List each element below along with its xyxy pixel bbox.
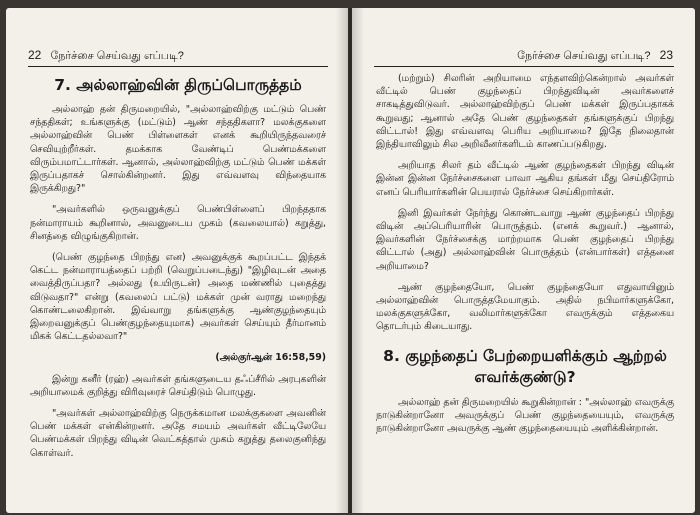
quran-reference: (அல்குர்ஆன் 16:58,59): [215, 352, 326, 364]
section-heading-7: 7. அல்லாஹ்வின் திருப்பொருத்தம்: [54, 76, 302, 94]
left-page-number: 22: [28, 48, 42, 62]
right-page-content: [376, 72, 674, 443]
left-header-rule: [28, 66, 328, 67]
right-paragraph-2: அறியாத சிலர் தம் வீட்டில் ஆண் குழந்தைகள் பிறந்து விடின் இன்ன இன்ன நேர்ச்சைகளை பாவா ஆகிய தங்கள் மீது செய்திரோம் எனப் பெரியார்களின் பெயரால் நேர்ச்சை செய்கிறார்கள்.: [376, 160, 674, 198]
left-paragraph-2: "அவர்களில் ஒருவனுக்குப் பெண்பிள்ளைப் பிறந்ததாக நன்மாராயம் கூறினால், அவனுடைய முகம் (கவலையால்) கறுத்து, சினத்தை விழுங்குகிறான்.: [30, 204, 326, 242]
right-running-title: நேர்ச்சை செய்வது எப்படி?: [517, 50, 651, 62]
left-running-title: நேர்ச்சை செய்வது எப்படி?: [50, 50, 184, 62]
right-page-number: 23: [659, 48, 673, 62]
left-page: [6, 8, 348, 513]
right-paragraph-5: அல்லாஹ் தன் திருமறையில் கூறுகின்றான் : "அல்லாஹ் எவருக்கு நாடுகின்றானோ அவருக்குப் பெண் குழந்தையையும், எவருக்கு நாடுகின்றானோ அவருக்கு ஆண் குழந்தையையும் அளிக்கின்றான்.: [376, 396, 674, 435]
section-heading-8: 8. குழந்தைப் பேற்றையளிக்கும் ஆற்றல் எவர்க்குண்டு?: [383, 346, 667, 386]
right-page-header: [517, 48, 673, 63]
right-header-rule: [374, 66, 674, 67]
left-paragraph-1: அல்லாஹ் தன் திருமறையில், "அல்லாஹ்விற்கு மட்டும் பெண் சந்ததிகள்; உங்களுக்கு (மட்டும்) ஆண் சந்ததிகளா? மலக்குகளை அல்லாஹ்வின் பெண் பிள்ளைகள் எனக் கூறியிருந்தவரைச் செவியுற்றீர்கள். தமக்காக வேண்டிப் பெண்மக்களை விரும்பமாட்டார்கள். ஆனால், அல்லாஹ்விற்கு மட்டும் பெண் மக்கள் இருப்பதாகச் சொல்கின்றனர். இது எவ்வளவு விந்தையாக இருக்கிறது?": [30, 104, 326, 195]
right-page: [352, 8, 695, 513]
left-paragraph-4: இன்று கனீர் (ரஹ்) அவர்கள் தங்களுடைய தஃப்சீரில் அரபுகளின் அறியாமைக் குறித்து விரிவுரைச் செய்திடும் பொழுது.: [30, 373, 326, 398]
left-page-header: [28, 48, 184, 63]
left-paragraph-3: (பெண் குழந்தை பிறந்து என) அவனுக்குக் கூறப்பட்ட இந்தக் கெட்ட நன்மாராயத்தைப் பற்றி (வெறுப்படைந்து) "இழிவுடன் அதை வைத்திருப்பதா? அல்லது (உயிருடன்) அதை மண்ணில் புதைத்து விடுவதா?" என்று (கவலைப் பட்டு) மக்கள் முன் வராது மறைந்து கொண்டலைகிறான். இவ்வாறு தங்களுக்கு ஆண்குழந்தையும் இறைவனுக்குப் பெண்குழந்தையுமாக) அவர்கள் செய்யும் தீர்மானம் மிகக் கெட்டதல்லவா?": [30, 252, 326, 343]
right-paragraph-3: இனி இவர்கள் நேர்ந்து கொண்டவாறு ஆண் குழந்தைப் பிறந்து விடின் அப்பெரியாரின் பொருத்தம். (எனக் கூறுவர்.) ஆனால், இவர்களின் நேர்ச்சைக்கு மாற்றமாக பெண் குழந்தைப் பிறந்து விட்டால் (அது) அல்லாஹ்வின் பொருத்தம் (என்பார்கள்) எத்தனை அறியாமை?: [376, 207, 674, 272]
left-paragraph-5: "அவர்கள் அல்லாஹ்விற்கு நெருக்கமான மலக்குகளை அவனின் பெண் மக்கள் என்கின்றனர். அதே சமயம் அவர்கள் வீட்டிலேயே பெண்மக்கள் பிறந்து விடின் வெட்கத்தால் முகம் கறுத்து தலைகுனிந்து கொள்வர்.: [30, 408, 326, 459]
book-gutter: [336, 8, 364, 513]
left-page-content: [30, 72, 326, 468]
right-paragraph-4: ஆண் குழந்தையோ, பெண் குழந்தையோ எதுவாயினும் அல்லாஹ்வின் பொருத்தமேயாகும். அதில் நபிமார்களுக்கோ, மலக்குகளுக்கோ, வலிமார்களுக்கோ எவருக்கும் எத்தகைய தொடர்பும் கிடையாது.: [376, 281, 674, 333]
right-paragraph-1: (மற்றும்) சிலரின் அறியாமை எந்தளவிற்கென்றால் அவர்கள் வீட்டில் பெண் குழந்தைப் பிறந்துவிடின் அவர்களைச் சாகடித்துவிடுவர். அல்லாஹ்விற்குப் பெண் மக்கள் இருப்பதாகக் கூறுவது; ஆனால் அதே பெண் குழந்தைகள் தங்களுக்குப் பிறந்து விட்டால்! இது எவ்வளவு பெரிய அறியாமை? இதே நிலைதான் இந்தியாவிலும் சில அறிவீனர்களிடம் காணப்படுகிறது.: [376, 73, 674, 151]
